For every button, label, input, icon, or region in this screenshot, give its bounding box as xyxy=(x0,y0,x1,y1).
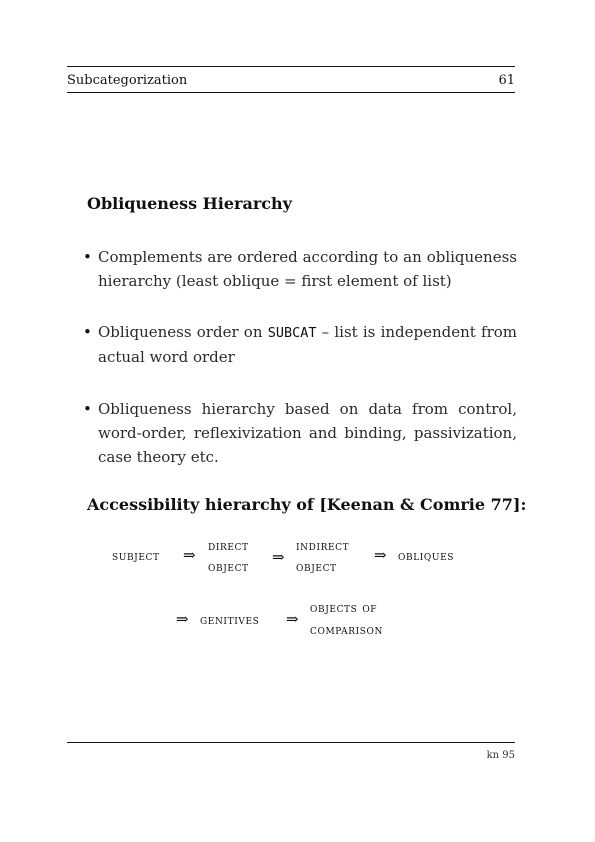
implies-arrow-icon: ⇒ xyxy=(272,548,285,566)
implies-arrow-icon: ⇒ xyxy=(176,610,189,628)
hierarchy-direct-line1: direct xyxy=(208,538,249,554)
hierarchy-subject: subject xyxy=(112,548,160,564)
hierarchy-direct-line2: object xyxy=(208,559,249,575)
implies-arrow-icon: ⇒ xyxy=(183,546,196,564)
hierarchy-genitives: genitives xyxy=(200,612,260,628)
bullet-text: Obliqueness hierarchy based on data from control, word-order, reflexivization and binding, passivization, case theory etc. xyxy=(98,400,517,466)
page-number: 61 xyxy=(498,73,515,88)
hierarchy-comparison-line2: comparison xyxy=(310,622,383,638)
implies-arrow-icon: ⇒ xyxy=(374,546,387,564)
section-heading-accessibility: Accessibility hierarchy of [Keenan & Comrie 77]: xyxy=(87,495,527,514)
implies-arrow-icon: ⇒ xyxy=(286,610,299,628)
hierarchy-obliques: obliques xyxy=(398,548,455,564)
header-bottom-rule xyxy=(67,92,515,93)
header-top-rule xyxy=(67,66,515,67)
hierarchy-indirect-line2: object xyxy=(296,559,337,575)
bullet-text: Obliqueness order on SUBCAT – list is independent from actual word order xyxy=(98,323,517,366)
code-subcat: SUBCAT xyxy=(267,325,317,341)
footer-rule xyxy=(67,742,515,743)
bullet-icon: • xyxy=(83,323,92,341)
bullet-icon: • xyxy=(83,248,92,266)
hierarchy-indirect-line1: indirect xyxy=(296,538,350,554)
section-heading-obliqueness: Obliqueness Hierarchy xyxy=(87,194,292,213)
running-header-title: Subcategorization xyxy=(67,73,188,88)
bullet-icon: • xyxy=(83,400,92,418)
footer-label: kn 95 xyxy=(486,750,515,761)
hierarchy-comparison-line1: objects of xyxy=(310,600,378,616)
bullet-text: Complements are ordered according to an obliqueness hierarchy (least oblique = first element of list) xyxy=(98,248,517,290)
